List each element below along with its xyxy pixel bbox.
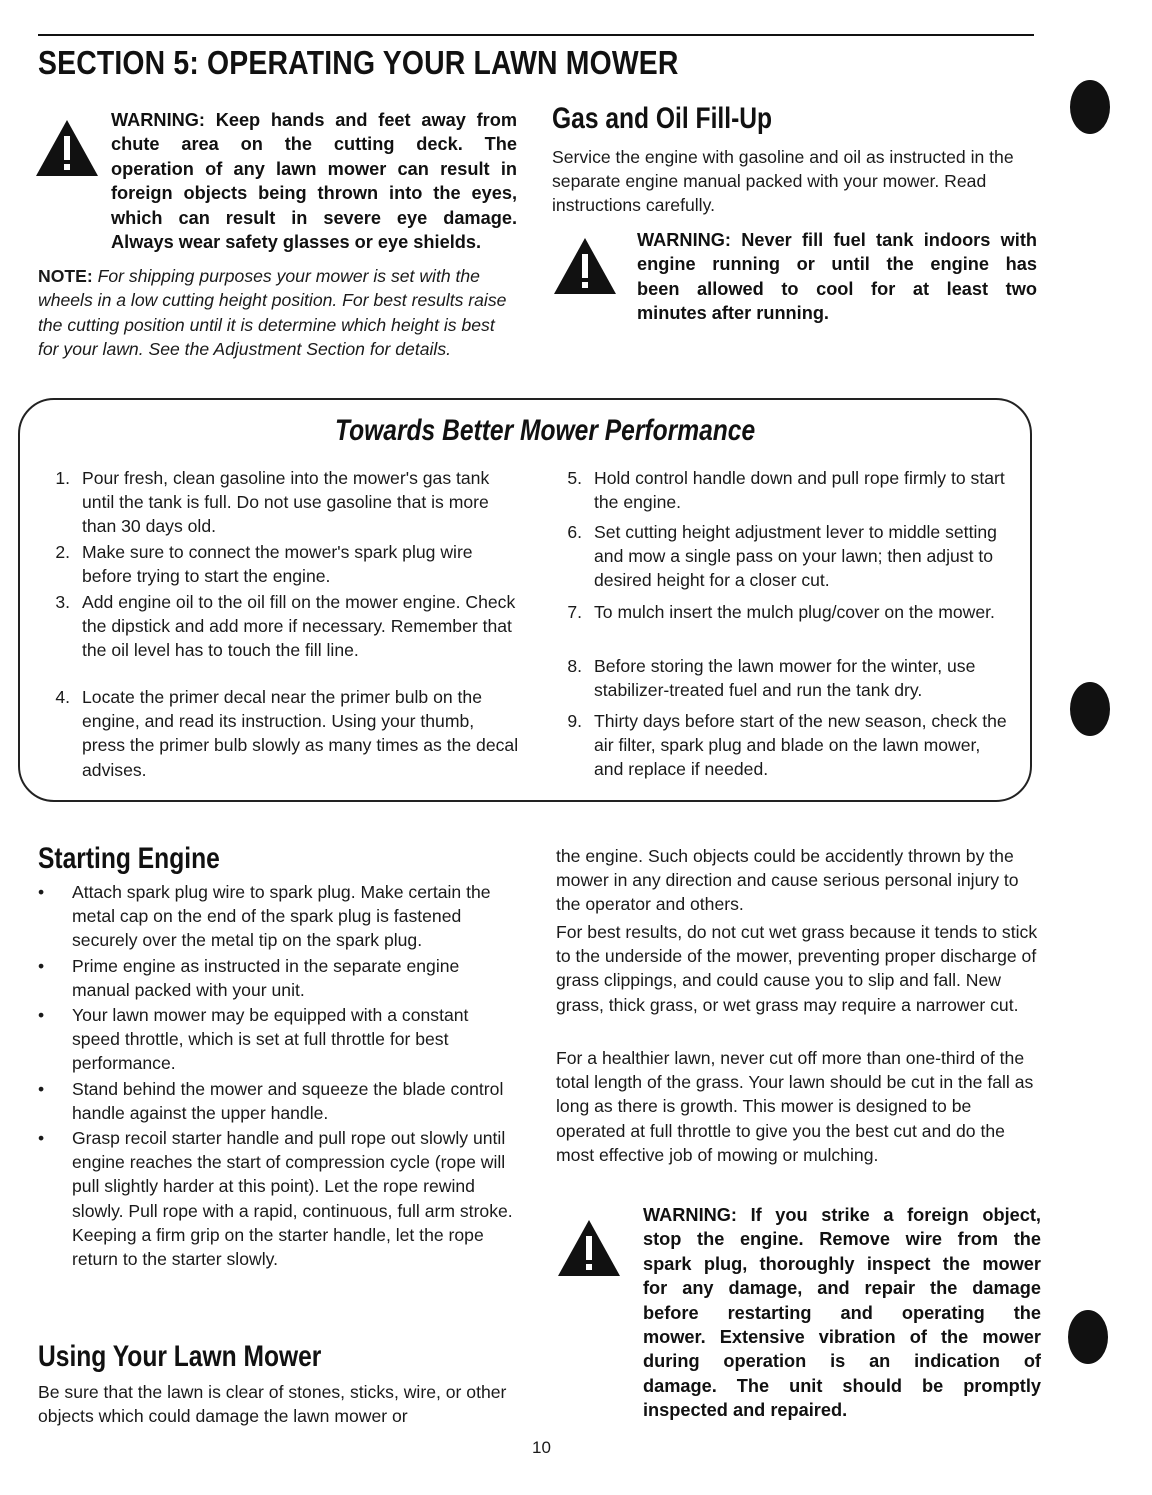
warning-line: WARNING: Never fill fuel tank indoors with xyxy=(637,230,1037,250)
warning-line: minutes after running. xyxy=(637,303,829,324)
list-item xyxy=(20,540,520,588)
list-item xyxy=(532,466,1012,514)
list-item xyxy=(532,654,1012,702)
bullet-text: Prime engine as instructed in the separate engine manual packed with your unit. xyxy=(72,955,460,1000)
warning-triangle-icon xyxy=(552,236,618,296)
binder-hole-top xyxy=(1070,80,1110,134)
warning-line: WARNING: Keep hands and feet away from xyxy=(111,110,517,130)
warning-line: mower. Extensive vibration of the mower xyxy=(643,1327,1041,1348)
step-number: 9. xyxy=(567,711,582,731)
step-number: 4. xyxy=(55,687,70,707)
step-number: 1. xyxy=(55,468,70,488)
step-text: Make sure to connect the mower's spark plug wire before trying to start the engine. xyxy=(82,542,473,587)
bullet-text: Grasp recoil starter handle and pull rope out slowly until engine reaches the start of compression cycle (rope will pull slightly harder at this point). Let the rope rewind slowly. Pull rope with a rapid, continuous, full arm stroke. Keeping a firm grip on the starter handle, let the rope return to the starter slowly. xyxy=(72,1128,513,1270)
bullet-text: Your lawn mower may be equipped with a constant speed throttle, which is set at full throttle for best performance. xyxy=(72,1005,469,1074)
step-number: 5. xyxy=(567,468,582,488)
list-item xyxy=(532,600,1012,624)
section-title: SECTION 5: OPERATING YOUR LAWN MOWER xyxy=(38,44,679,81)
list-item xyxy=(34,880,520,953)
warning-line: foreign objects being thrown into the eyes, xyxy=(111,183,517,204)
healthier-lawn-paragraph: For a healthier lawn, never cut off more than one-third of the total length of the grass. Your lawn should be cut in the fall as long as there is growth. This mower is designed to be operated at full throttle to give you the best cut and do the most effective job of mowing or mulching. xyxy=(556,1048,1034,1165)
warning-line: been allowed to cool for at least two xyxy=(637,278,1037,299)
step-number: 8. xyxy=(567,656,582,676)
gas-oil-text: Service the engine with gasoline and oil as instructed in the separate engine manual packed with your mower. Read instructions carefully. xyxy=(552,147,1014,216)
warning-line: WARNING: If you strike a foreign object, xyxy=(643,1205,1041,1225)
step-text: Before storing the lawn mower for the winter, use stabilizer-treated fuel and run the tank dry. xyxy=(594,656,976,701)
warning-line: spark plug, thoroughly inspect the mower xyxy=(643,1253,1041,1274)
list-item xyxy=(532,520,1012,593)
bullet-icon: • xyxy=(38,882,45,902)
bullet-icon: • xyxy=(38,1005,45,1026)
list-item xyxy=(34,1077,520,1125)
step-text: Pour fresh, clean gasoline into the mower's gas tank until the tank is full. Do not use gasoline that is more than 30 days old. xyxy=(82,468,490,537)
page-number: 10 xyxy=(532,1438,551,1457)
warning-triangle-icon xyxy=(556,1218,622,1278)
list-item xyxy=(20,590,520,663)
bullet-icon: • xyxy=(38,1078,45,1099)
binder-hole-bottom xyxy=(1068,1310,1108,1364)
bullet-icon: • xyxy=(38,1128,45,1149)
note-text: For shipping purposes your mower is set with the wheels in a low cutting height position. For best results raise the cutting position until it is determine which height is best for your lawn. See the Adjustment Section for details. xyxy=(38,266,507,360)
step-text: Hold control handle down and pull rope firmly to start the engine. xyxy=(594,468,1005,513)
warning-line: operation of any lawn mower can result in xyxy=(111,158,517,179)
list-item xyxy=(34,1126,520,1271)
performance-box-title: Towards Better Mower Performance xyxy=(335,414,756,447)
step-number: 7. xyxy=(567,602,582,622)
gas-oil-heading: Gas and Oil Fill-Up xyxy=(552,102,773,135)
list-item xyxy=(20,685,520,782)
header-rule xyxy=(38,34,1034,36)
warning-triangle-icon xyxy=(34,118,100,178)
list-item xyxy=(34,1003,520,1076)
warning-line: chute area on the cutting deck. The xyxy=(111,134,517,155)
step-number: 2. xyxy=(55,542,70,562)
warning-line: for any damage, and repair the damage xyxy=(643,1278,1041,1299)
bullet-text: Attach spark plug wire to spark plug. Make certain the metal cap on the end of the spark plug is fastened securely over the metal tip on the spark plug. xyxy=(72,882,491,951)
warning-line: before restarting and operating the xyxy=(643,1302,1041,1323)
starting-engine-heading: Starting Engine xyxy=(38,842,220,875)
wet-grass-paragraph: For best results, do not cut wet grass because it tends to stick to the underside of the mower, preventing proper discharge of grass clippings, and could cause you to slip and fall. New grass, thick grass, or wet grass may require a narrower cut. xyxy=(556,922,1038,1015)
step-number: 6. xyxy=(567,522,582,542)
shipping-note xyxy=(38,264,520,362)
step-text: To mulch insert the mulch plug/cover on the mower. xyxy=(594,602,995,622)
list-item xyxy=(532,709,1012,782)
list-item xyxy=(34,954,520,1002)
warning-line: engine running or until the engine has xyxy=(637,254,1037,275)
warning-line: Always wear safety glasses or eye shields. xyxy=(111,232,482,253)
using-mower-intro: Be sure that the lawn is clear of stones, sticks, wire, or other objects which could damage the lawn mower or xyxy=(38,1382,507,1427)
step-text: Set cutting height adjustment lever to middle setting and mow a single pass on your lawn; then adjust to desired height for a closer cut. xyxy=(594,522,997,591)
bullet-icon: • xyxy=(38,955,45,976)
starting-engine-list xyxy=(34,880,520,1272)
binder-hole-middle xyxy=(1070,682,1110,736)
using-mower-continued: the engine. Such objects could be accidently thrown by the mower in any direction and cause serious personal injury to the operator and others. xyxy=(556,846,1019,915)
warning-line: damage. The unit should be promptly xyxy=(643,1375,1041,1396)
step-number: 3. xyxy=(55,592,70,612)
warning-line: during operation is an indication of xyxy=(643,1351,1041,1372)
list-item xyxy=(20,466,520,539)
warning-foreign-object xyxy=(643,1203,1041,1423)
step-text: Add engine oil to the oil fill on the mower engine. Check the dipstick and add more if necessary. Remember that the oil level has to touch the fill line. xyxy=(82,592,516,661)
warning-fuel-tank xyxy=(637,228,1037,326)
warning-line: stop the engine. Remove wire from the xyxy=(643,1229,1041,1250)
note-label: NOTE: xyxy=(38,266,93,286)
bullet-text: Stand behind the mower and squeeze the blade control handle against the upper handle. xyxy=(72,1078,504,1123)
warning-line: inspected and repaired. xyxy=(643,1400,848,1421)
warning-line: which can result in severe eye damage. xyxy=(111,207,517,228)
warning-eye-protection xyxy=(111,108,517,254)
step-text: Thirty days before start of the new season, check the air filter, spark plug and blade on the lawn mower, and replace if needed. xyxy=(594,711,1007,780)
step-text: Locate the primer decal near the primer bulb on the engine, and read its instruction. Using your thumb, press the primer bulb slowly as many times as the decal advises. xyxy=(82,687,519,780)
using-mower-heading: Using Your Lawn Mower xyxy=(38,1340,322,1373)
